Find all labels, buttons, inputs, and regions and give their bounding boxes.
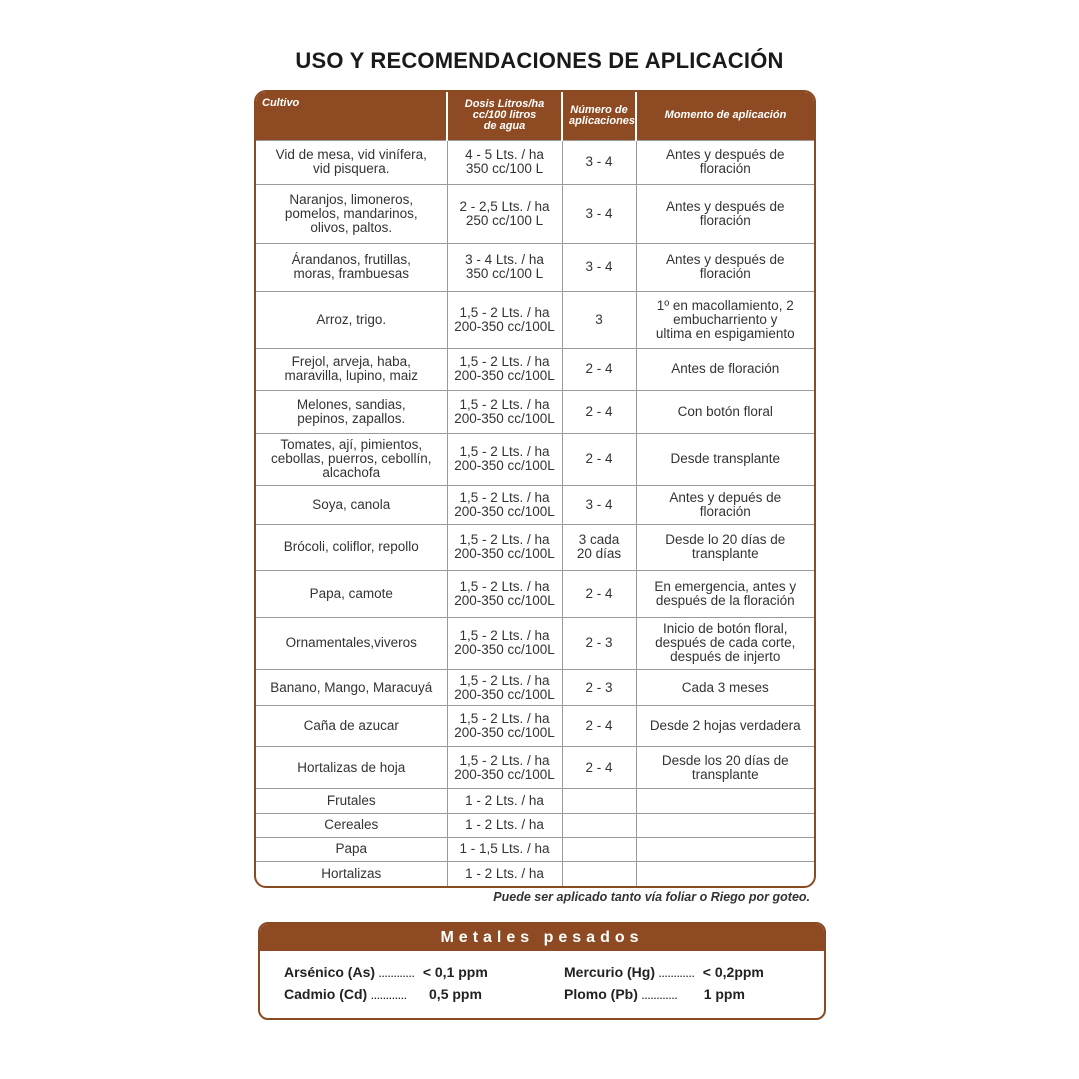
table-row bbox=[256, 524, 814, 570]
table-row bbox=[256, 184, 814, 243]
cell-momento: Desde 2 hojas verdadera bbox=[636, 706, 814, 746]
cell-dosis: 1,5 - 2 Lts. / ha 200-350 cc/100L bbox=[447, 571, 562, 617]
metal-cadmium bbox=[284, 986, 482, 1002]
cell-cultivo: Arroz, trigo. bbox=[256, 292, 447, 349]
cell-dosis: 1 - 2 Lts. / ha bbox=[447, 862, 562, 886]
metal-name: Arsénico (As) bbox=[284, 964, 376, 980]
table-row bbox=[256, 571, 814, 617]
metal-name: Plomo (Pb) bbox=[564, 986, 638, 1002]
cell-numero: 3 cada 20 días bbox=[562, 524, 636, 570]
table-row bbox=[256, 140, 814, 184]
cell-numero bbox=[562, 837, 636, 861]
heavy-metals-box bbox=[258, 922, 826, 1020]
cell-dosis: 1,5 - 2 Lts. / ha 200-350 cc/100L bbox=[447, 524, 562, 570]
metal-name: Mercurio (Hg) bbox=[564, 964, 655, 980]
table-row bbox=[256, 486, 814, 524]
cell-numero: 3 bbox=[562, 292, 636, 349]
table-row bbox=[256, 348, 814, 390]
table-header-row bbox=[256, 92, 814, 140]
heavy-metals-title: Metales pesados bbox=[260, 924, 824, 951]
cell-numero: 2 - 3 bbox=[562, 617, 636, 670]
cell-dosis: 1,5 - 2 Lts. / ha 200-350 cc/100L bbox=[447, 486, 562, 524]
metal-value: 1 ppm bbox=[703, 986, 745, 1002]
recommendations-table-frame bbox=[254, 90, 816, 888]
cell-dosis: 1,5 - 2 Lts. / ha 200-350 cc/100L bbox=[447, 617, 562, 670]
cell-cultivo: Papa bbox=[256, 837, 447, 861]
cell-cultivo: Ornamentales,viveros bbox=[256, 617, 447, 670]
table-row bbox=[256, 617, 814, 670]
dot-leader: ............ bbox=[641, 991, 678, 1001]
cell-cultivo: Frutales bbox=[256, 789, 447, 813]
metal-mercury bbox=[564, 964, 764, 980]
cell-momento bbox=[636, 862, 814, 886]
table-row bbox=[256, 706, 814, 746]
cell-dosis: 1,5 - 2 Lts. / ha 200-350 cc/100L bbox=[447, 391, 562, 433]
cell-momento bbox=[636, 837, 814, 861]
metal-lead bbox=[564, 986, 745, 1002]
cell-dosis: 1,5 - 2 Lts. / ha 200-350 cc/100L bbox=[447, 746, 562, 788]
cell-cultivo: Banano, Mango, Maracuyá bbox=[256, 670, 447, 706]
page-title: USO Y RECOMENDACIONES DE APLICACIÓN bbox=[295, 48, 784, 73]
cell-cultivo: Tomates, ají, pimientos, cebollas, puerros, cebollín, alcachofa bbox=[256, 433, 447, 486]
cell-dosis: 1 - 1,5 Lts. / ha bbox=[447, 837, 562, 861]
cell-numero: 3 - 4 bbox=[562, 486, 636, 524]
cell-dosis: 1,5 - 2 Lts. / ha 200-350 cc/100L bbox=[447, 292, 562, 349]
metal-arsenic bbox=[284, 964, 488, 980]
cell-momento: Desde lo 20 días de transplante bbox=[636, 524, 814, 570]
cell-numero: 2 - 4 bbox=[562, 746, 636, 788]
cell-momento bbox=[636, 789, 814, 813]
cell-momento: En emergencia, antes y después de la floración bbox=[636, 571, 814, 617]
cell-numero: 2 - 3 bbox=[562, 670, 636, 706]
table-row bbox=[256, 292, 814, 349]
cell-cultivo: Papa, camote bbox=[256, 571, 447, 617]
dot-leader: ............ bbox=[371, 991, 408, 1001]
header-numero-aplicaciones: Número de aplicaciones bbox=[562, 92, 636, 140]
cell-momento bbox=[636, 813, 814, 837]
cell-momento: Desde los 20 días de transplante bbox=[636, 746, 814, 788]
header-dosis: Dosis Litros/ha cc/100 litros de agua bbox=[447, 92, 562, 140]
header-cultivo: Cultivo bbox=[256, 92, 447, 140]
cell-cultivo: Caña de azucar bbox=[256, 706, 447, 746]
table-row bbox=[256, 813, 814, 837]
table-row bbox=[256, 746, 814, 788]
table-row bbox=[256, 433, 814, 486]
cell-numero: 3 - 4 bbox=[562, 184, 636, 243]
metal-value: 0,5 ppm bbox=[429, 986, 482, 1002]
cell-numero: 2 - 4 bbox=[562, 571, 636, 617]
cell-cultivo: Vid de mesa, vid vinífera, vid pisquera. bbox=[256, 140, 447, 184]
cell-numero: 2 - 4 bbox=[562, 348, 636, 390]
cell-dosis: 1 - 2 Lts. / ha bbox=[447, 789, 562, 813]
cell-dosis: 1,5 - 2 Lts. / ha 200-350 cc/100L bbox=[447, 706, 562, 746]
cell-momento: Con botón floral bbox=[636, 391, 814, 433]
cell-dosis: 1,5 - 2 Lts. / ha 200-350 cc/100L bbox=[447, 433, 562, 486]
cell-momento: Antes y después de floración bbox=[636, 243, 814, 292]
dot-leader: ............ bbox=[658, 969, 695, 979]
cell-dosis: 1 - 2 Lts. / ha bbox=[447, 813, 562, 837]
cell-cultivo: Frejol, arveja, haba, maravilla, lupino, maiz bbox=[256, 348, 447, 390]
metal-value: < 0,1 ppm bbox=[422, 964, 488, 980]
footnote: Puede ser aplicado tanto vía foliar o Riego por goteo. bbox=[493, 890, 810, 904]
cell-numero: 2 - 4 bbox=[562, 391, 636, 433]
cell-numero: 2 - 4 bbox=[562, 433, 636, 486]
cell-momento: Inicio de botón floral, después de cada corte, después de injerto bbox=[636, 617, 814, 670]
table-row bbox=[256, 789, 814, 813]
cell-momento: Antes y después de floración bbox=[636, 184, 814, 243]
cell-numero bbox=[562, 862, 636, 886]
cell-cultivo: Brócoli, coliflor, repollo bbox=[256, 524, 447, 570]
table-row bbox=[256, 670, 814, 706]
cell-momento: Antes y depués de floración bbox=[636, 486, 814, 524]
cell-numero: 2 - 4 bbox=[562, 706, 636, 746]
cell-dosis: 4 - 5 Lts. / ha 350 cc/100 L bbox=[447, 140, 562, 184]
cell-cultivo: Hortalizas de hoja bbox=[256, 746, 447, 788]
cell-momento: 1º en macollamiento, 2 embucharriento y ultima en espigamiento bbox=[636, 292, 814, 349]
cell-dosis: 1,5 - 2 Lts. / ha 200-350 cc/100L bbox=[447, 670, 562, 706]
cell-dosis: 1,5 - 2 Lts. / ha 200-350 cc/100L bbox=[447, 348, 562, 390]
table-row bbox=[256, 837, 814, 861]
cell-numero: 3 - 4 bbox=[562, 243, 636, 292]
cell-dosis: 3 - 4 Lts. / ha 350 cc/100 L bbox=[447, 243, 562, 292]
table-row bbox=[256, 391, 814, 433]
recommendations-table bbox=[256, 92, 814, 886]
table-body bbox=[256, 140, 814, 886]
cell-numero bbox=[562, 813, 636, 837]
cell-cultivo: Soya, canola bbox=[256, 486, 447, 524]
cell-numero: 3 - 4 bbox=[562, 140, 636, 184]
metal-value: < 0,2ppm bbox=[702, 964, 764, 980]
cell-momento: Desde transplante bbox=[636, 433, 814, 486]
cell-cultivo: Naranjos, limoneros, pomelos, mandarinos, olivos, paltos. bbox=[256, 184, 447, 243]
cell-momento: Antes de floración bbox=[636, 348, 814, 390]
cell-dosis: 2 - 2,5 Lts. / ha 250 cc/100 L bbox=[447, 184, 562, 243]
metal-name: Cadmio (Cd) bbox=[284, 986, 368, 1002]
dot-leader: ............ bbox=[378, 969, 415, 979]
cell-momento: Antes y después de floración bbox=[636, 140, 814, 184]
cell-cultivo: Árandanos, frutillas, moras, frambuesas bbox=[256, 243, 447, 292]
cell-cultivo: Cereales bbox=[256, 813, 447, 837]
table-row bbox=[256, 243, 814, 292]
header-momento: Momento de aplicación bbox=[636, 92, 814, 140]
cell-cultivo: Hortalizas bbox=[256, 862, 447, 886]
cell-momento: Cada 3 meses bbox=[636, 670, 814, 706]
table-row bbox=[256, 862, 814, 886]
cell-cultivo: Melones, sandias, pepinos, zapallos. bbox=[256, 391, 447, 433]
cell-numero bbox=[562, 789, 636, 813]
